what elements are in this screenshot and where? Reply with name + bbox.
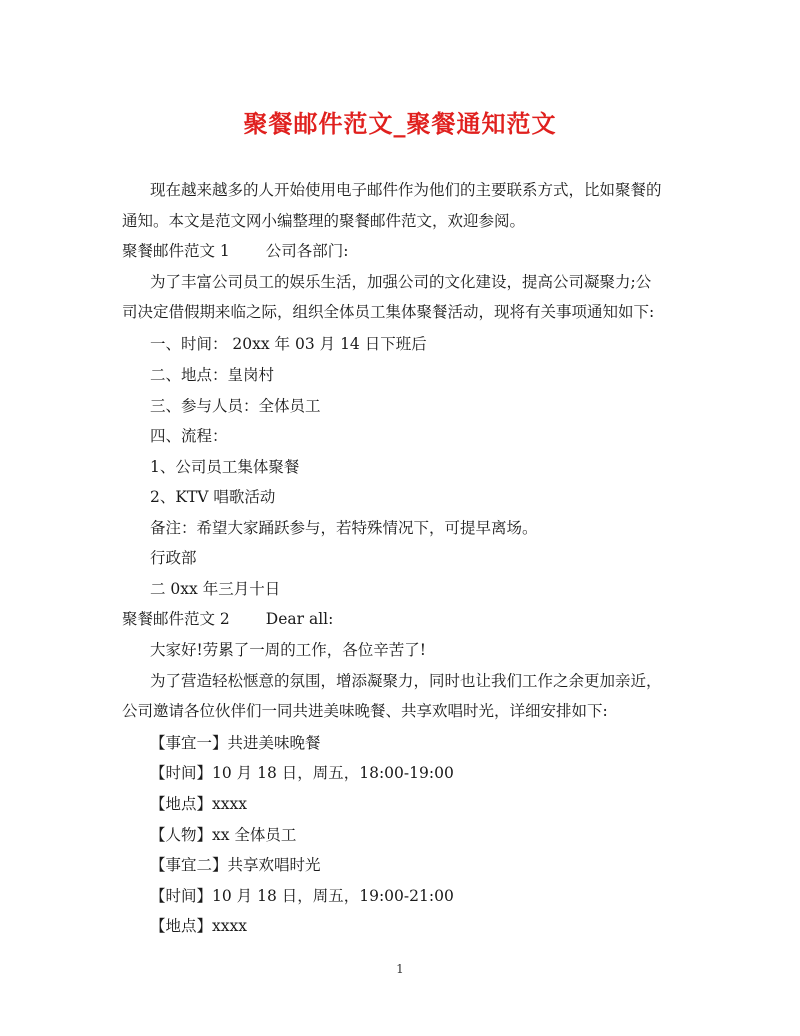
sample1-item-people: 三、参与人员：全体员工 [150, 397, 321, 415]
sample1-para-line-2: 司决定借假期来临之际，组织全体员工集体聚餐活动，现将有关事项通知如下: [122, 303, 655, 321]
sample2-greeting: Dear all: [265, 610, 334, 628]
sample2-para-line-2: 公司邀请各位伙伴们一同共进美味晚餐、共享欢唱时光，详细安排如下: [122, 702, 608, 720]
sample1-dept: 行政部 [150, 549, 197, 567]
sample1-item-time: 一、时间： 20xx 年 03 月 14 日下班后 [150, 335, 427, 353]
sample1-heading: 聚餐邮件范文 1 [122, 242, 230, 260]
sample2-event1-place: 【地点】xxxx [150, 795, 247, 813]
sample2-event1-people: 【人物】xx 全体员工 [150, 826, 297, 844]
sample1-heading-row [122, 241, 349, 261]
sample2-para-line-1: 为了营造轻松惬意的氛围，增添凝聚力，同时也让我们工作之余更加亲近， [150, 672, 662, 690]
sample1-item-flow: 四、流程： [150, 427, 228, 445]
sample1-date: 二 0xx 年三月十日 [150, 580, 281, 598]
document-title: 聚餐邮件范文_聚餐通知范文 [243, 109, 557, 138]
sample2-heading-row [122, 609, 333, 629]
sample1-flow-2: 2、KTV 唱歌活动 [150, 488, 276, 506]
intro-line-1: 现在越来越多的人开始使用电子邮件作为他们的主要联系方式，比如聚餐的 [150, 181, 662, 199]
sample1-note: 备注：希望大家踊跃参与，若特殊情况下，可提早离场。 [150, 519, 538, 537]
sample1-flow-1: 1、公司员工集体聚餐 [150, 458, 300, 476]
sample2-event1-time: 【时间】10 月 18 日，周五，18:00-19:00 [150, 764, 454, 782]
sample2-event1: 【事宜一】共进美味晚餐 [150, 734, 321, 752]
page-number: 1 [396, 962, 404, 976]
intro-line-2: 通知。本文是范文网小编整理的聚餐邮件范文，欢迎参阅。 [122, 212, 526, 230]
sample2-event2-place: 【地点】xxxx [150, 917, 247, 935]
sample2-heading: 聚餐邮件范文 2 [122, 610, 230, 628]
sample2-hello: 大家好!劳累了一周的工作，各位辛苦了! [150, 641, 426, 659]
sample1-greeting: 公司各部门: [265, 242, 349, 260]
sample1-item-place: 二、地点：皇岗村 [150, 366, 275, 384]
sample2-event2: 【事宜二】共享欢唱时光 [150, 856, 321, 874]
sample2-event2-time: 【时间】10 月 18 日，周五，19:00-21:00 [150, 887, 454, 905]
sample1-para-line-1: 为了丰富公司员工的娱乐生活，加强公司的文化建设，提高公司凝聚力;公 [150, 273, 652, 291]
